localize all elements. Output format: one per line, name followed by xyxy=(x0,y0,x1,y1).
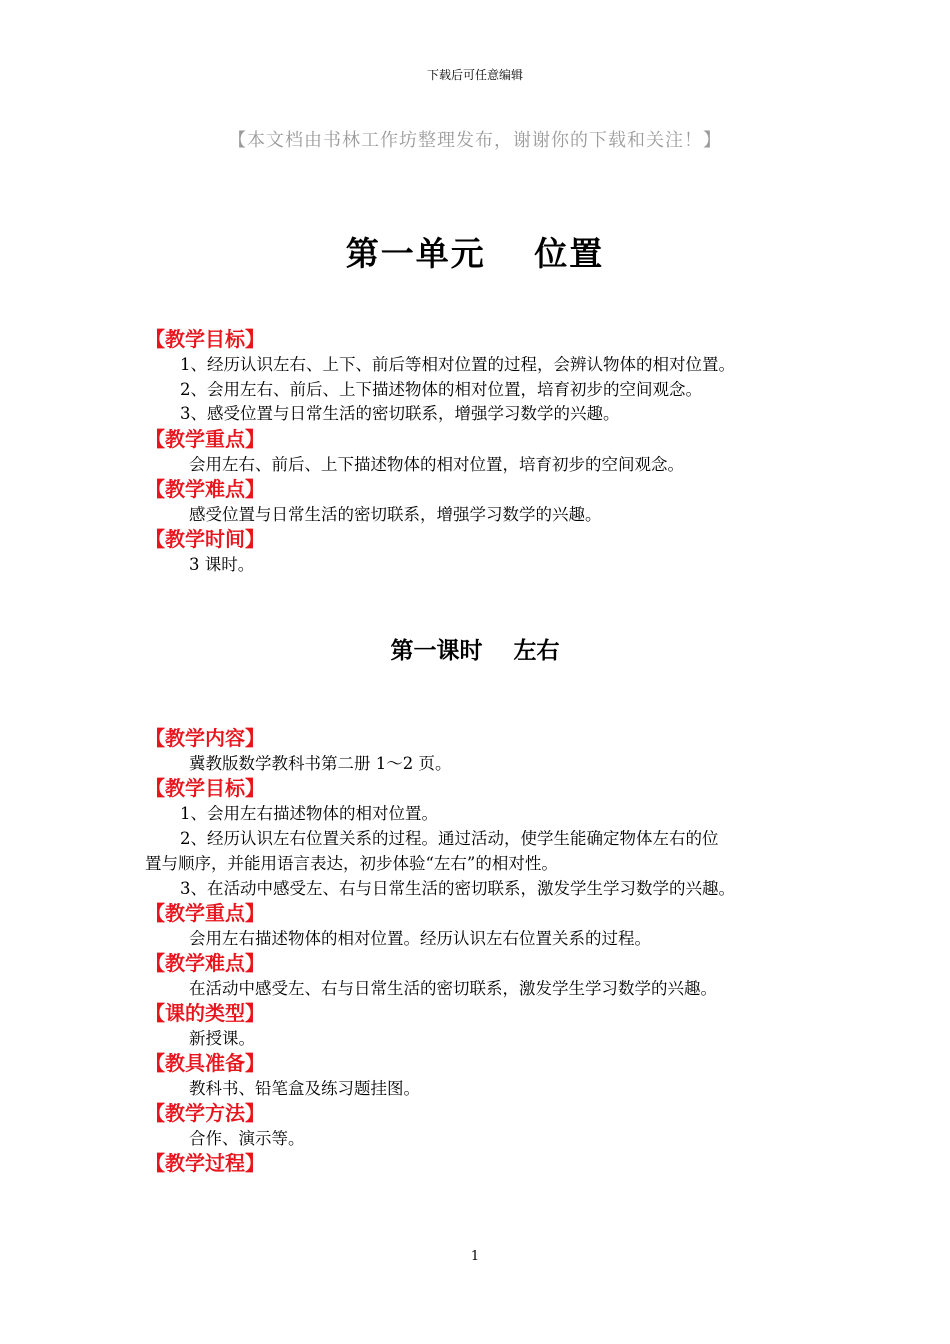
unit-time-heading: 【教学时间】 xyxy=(145,527,265,551)
lesson-tools-text: 教科书、铅笔盒及练习题挂图。 xyxy=(189,1079,420,1098)
unit-title: 第一单元 位置 xyxy=(345,234,605,273)
header-note: 下载后可任意编辑 xyxy=(426,68,523,82)
lesson-content-text: 冀教版数学教科书第二册 1～2 页。 xyxy=(189,754,452,773)
unit-goal-item: 2、会用左右、前后、上下描述物体的相对位置，培育初步的空间观念。 xyxy=(180,380,702,399)
unit-goal-item: 3、感受位置与日常生活的密切联系，增强学习数学的兴趣。 xyxy=(180,404,620,423)
lesson-method-heading: 【教学方法】 xyxy=(145,1101,265,1125)
lesson-goal-item: 3、在活动中感受左、右与日常生活的密切联系，激发学生学习数学的兴趣。 xyxy=(180,879,735,898)
unit-difficulty-heading: 【教学难点】 xyxy=(145,477,265,501)
unit-goal-item: 1、经历认识左右、上下、前后等相对位置的过程，会辨认物体的相对位置。 xyxy=(180,355,735,374)
lesson-key-text: 会用左右描述物体的相对位置。经历认识左右位置关系的过程。 xyxy=(189,929,651,948)
download-notice: 【本文档由书林工作坊整理发布，谢谢你的下载和关注！】 xyxy=(228,130,722,151)
lesson-type-heading: 【课的类型】 xyxy=(145,1001,265,1025)
lesson-type-text: 新授课。 xyxy=(189,1029,255,1048)
lesson-title: 第一课时 左右 xyxy=(390,638,560,664)
unit-time-text: 3 课时。 xyxy=(189,555,255,574)
lesson-content-heading: 【教学内容】 xyxy=(145,726,265,750)
unit-difficulty-text: 感受位置与日常生活的密切联系，增强学习数学的兴趣。 xyxy=(189,505,602,524)
lesson-difficulty-heading: 【教学难点】 xyxy=(145,951,265,975)
lesson-goals-heading: 【教学目标】 xyxy=(145,776,265,800)
unit-key-text: 会用左右、前后、上下描述物体的相对位置，培育初步的空间观念。 xyxy=(189,455,684,474)
lesson-goal-item: 1、会用左右描述物体的相对位置。 xyxy=(180,804,438,823)
unit-goals-heading: 【教学目标】 xyxy=(145,327,265,351)
lesson-difficulty-text: 在活动中感受左、右与日常生活的密切联系，激发学生学习数学的兴趣。 xyxy=(189,979,717,998)
lesson-goal-item: 2、经历认识左右位置关系的过程。通过活动，使学生能确定物体左右的位 xyxy=(180,829,719,848)
lesson-goal-item-continuation: 置与顺序，并能用语言表达，初步体验“左右”的相对性。 xyxy=(145,854,558,873)
lesson-process-heading: 【教学过程】 xyxy=(145,1151,265,1175)
page-number: 1 xyxy=(470,1249,480,1264)
lesson-tools-heading: 【教具准备】 xyxy=(145,1051,265,1075)
unit-key-heading: 【教学重点】 xyxy=(145,427,265,451)
lesson-key-heading: 【教学重点】 xyxy=(145,901,265,925)
lesson-method-text: 合作、演示等。 xyxy=(189,1129,305,1148)
